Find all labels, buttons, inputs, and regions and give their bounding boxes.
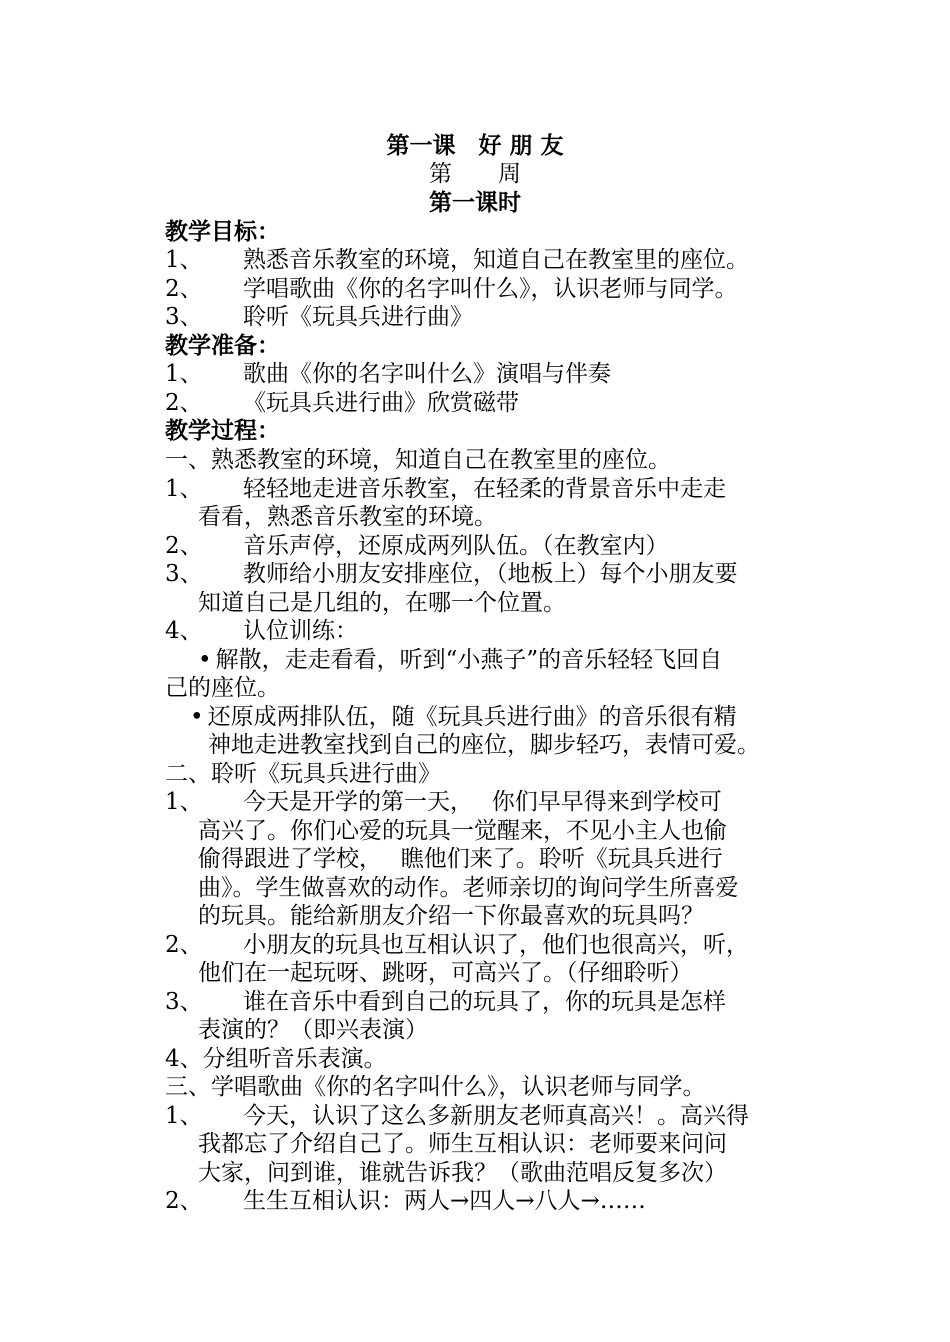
goals-heading: 教学目标： — [165, 218, 280, 245]
process-item — [165, 475, 726, 503]
item-number: 2、 — [165, 533, 203, 559]
item-text: 解散，走走看看，听到“小燕子”的音乐轻轻飞回自 — [215, 647, 723, 673]
process-item — [165, 988, 726, 1016]
item-number: 2、 — [165, 1188, 203, 1214]
process-item — [165, 788, 722, 816]
item-number: 2、 — [165, 390, 203, 416]
lesson-period: 第一课时 — [429, 189, 521, 216]
process-item: 4、分组听音乐表演。 — [165, 1046, 387, 1072]
prep-item — [165, 360, 611, 388]
item-text: 轻轻地走进音乐教室，在轻柔的背景音乐中走走 — [243, 476, 726, 502]
item-continuation: 高兴了。你们心爱的玩具一觉醒来，不见小主人也偷 — [198, 818, 727, 844]
item-number: 4、 — [165, 618, 203, 644]
section-title: 三、学唱歌曲《你的名字叫什么》，认识老师与同学。 — [165, 1074, 706, 1100]
process-item — [165, 931, 749, 959]
process-item — [165, 560, 738, 588]
item-continuation: 看看，熟悉音乐教室的环境。 — [198, 504, 497, 530]
item-number: 1、 — [165, 1103, 203, 1129]
goal-item — [165, 246, 749, 274]
item-number: 1、 — [165, 361, 203, 387]
item-text: 歌曲《你的名字叫什么》演唱与伴奏 — [243, 361, 611, 387]
process-item — [165, 617, 358, 645]
bullet-icon: • — [190, 704, 204, 730]
bullet-item — [190, 703, 737, 731]
prep-heading: 教学准备： — [165, 332, 280, 359]
process-item — [165, 1102, 749, 1130]
goal-item — [165, 303, 473, 331]
item-continuation: 神地走进教室找到自己的座位，脚步轻巧，表情可爱。 — [208, 732, 760, 758]
item-number: 1、 — [165, 476, 203, 502]
item-text: 《玩具兵进行曲》欣赏磁带 — [243, 390, 519, 416]
item-continuation: 曲》。学生做喜欢的动作。老师亲切的询问学生所喜爱 — [198, 875, 739, 901]
item-continuation: 知道自己是几组的，在哪一个位置。 — [198, 590, 566, 616]
item-text: 还原成两排队伍，随《玩具兵进行曲》的音乐很有精 — [207, 704, 737, 730]
item-number: 2、 — [165, 276, 203, 302]
item-continuation: 偷得跟进了学校， 瞧他们来了。聆听《玩具兵进行 — [198, 846, 723, 872]
item-number: 3、 — [165, 304, 203, 330]
item-text: 今天是开学的第一天， 你们早早得来到学校可 — [243, 789, 722, 815]
item-number: 2、 — [165, 932, 203, 958]
item-number: 3、 — [165, 561, 203, 587]
item-text: 生生互相认识：两人→四人→八人→…… — [243, 1188, 646, 1214]
item-continuation: 大家，问到谁，谁就告诉我？（歌曲范唱反复多次） — [198, 1160, 727, 1186]
item-text: 谁在音乐中看到自己的玩具了，你的玩具是怎样 — [243, 989, 726, 1015]
section-title: 二、聆听《玩具兵进行曲》 — [165, 761, 441, 787]
lesson-title: 第一课 好 朋 友 — [386, 132, 564, 159]
item-continuation: 己的座位。 — [165, 675, 280, 701]
item-text: 聆听《玩具兵进行曲》 — [243, 304, 473, 330]
prep-item — [165, 389, 519, 417]
process-item — [165, 532, 669, 560]
item-number: 1、 — [165, 247, 203, 273]
process-item — [165, 1187, 646, 1215]
item-continuation: 我都忘了介绍自己了。师生互相认识：老师要来问问 — [198, 1131, 727, 1157]
process-heading: 教学过程： — [165, 417, 280, 444]
item-text: 教师给小朋友安排座位，（地板上）每个小朋友要 — [243, 561, 738, 587]
item-text: 今天，认识了这么多新朋友老师真高兴！。高兴得 — [243, 1103, 749, 1129]
item-number: 3、 — [165, 989, 203, 1015]
item-continuation: 的玩具。能给新朋友介绍一下你最喜欢的玩具吗？ — [198, 903, 704, 929]
item-text: 小朋友的玩具也互相认识了，他们也很高兴，听， — [243, 932, 749, 958]
section-title: 一、熟悉教室的环境，知道自己在教室里的座位。 — [165, 447, 671, 473]
item-text: 学唱歌曲《你的名字叫什么》，认识老师与同学。 — [243, 276, 738, 302]
item-continuation: 表演的？（即兴表演） — [198, 1017, 428, 1043]
week-line: 第 周 — [429, 161, 521, 187]
bullet-item — [198, 646, 722, 674]
item-continuation: 他们在一起玩呀、跳呀，可高兴了。（仔细聆听） — [198, 960, 693, 986]
item-text: 音乐声停，还原成两列队伍。（在教室内） — [243, 533, 669, 559]
item-number: 1、 — [165, 789, 203, 815]
item-text: 熟悉音乐教室的环境，知道自己在教室里的座位。 — [243, 247, 749, 273]
item-text: 认位训练： — [243, 618, 358, 644]
goal-item — [165, 275, 738, 303]
bullet-icon: • — [198, 647, 212, 673]
